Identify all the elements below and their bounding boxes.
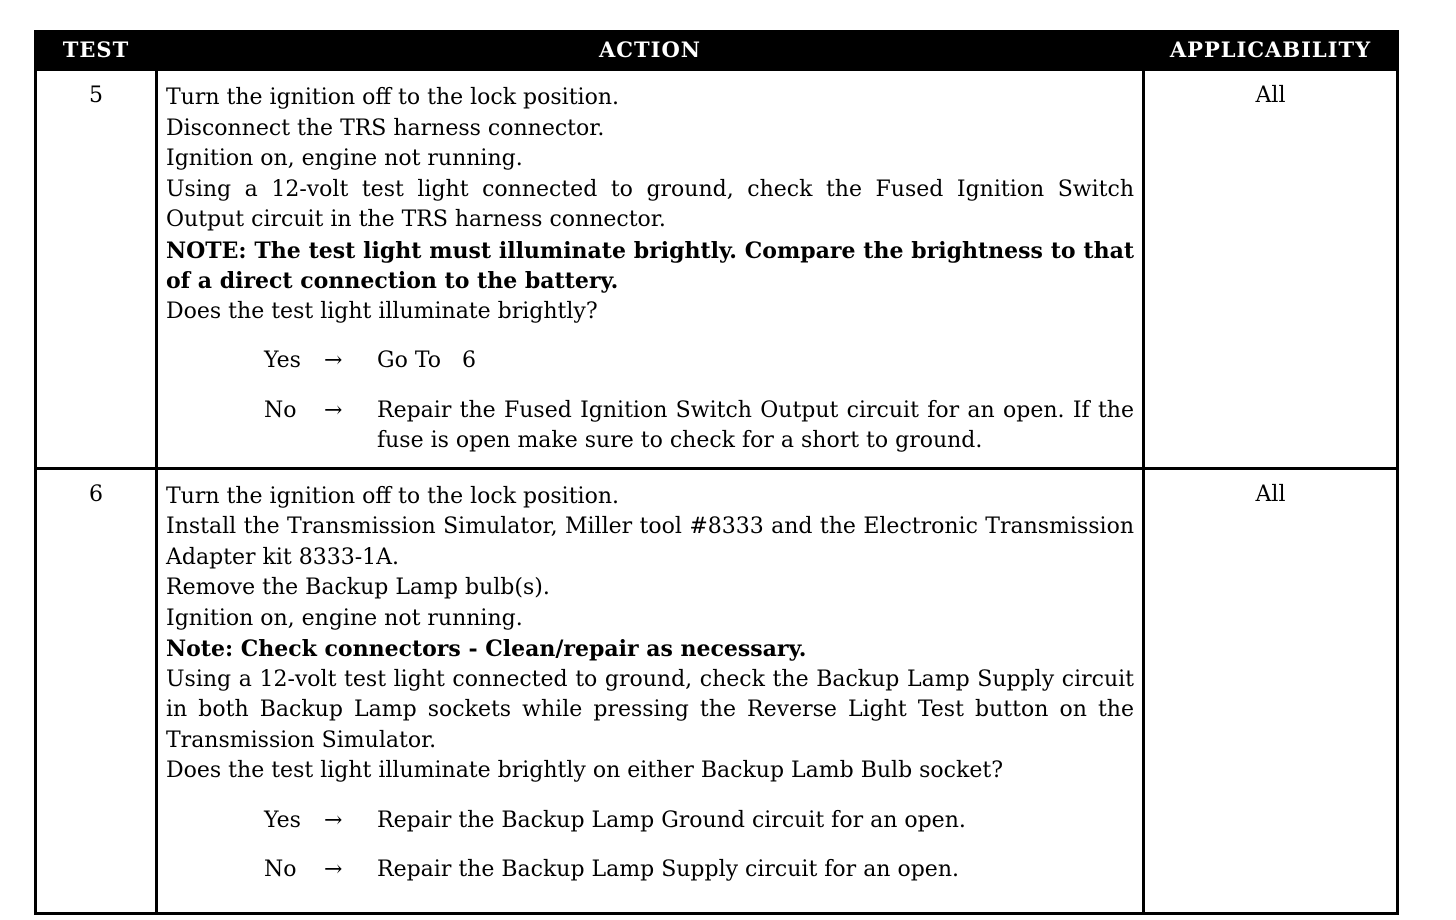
table-row — [36, 468, 1398, 913]
action-note: Note: Check connectors - Clean/repair as necessary. — [166, 636, 807, 662]
arrow-right-icon: → — [324, 397, 343, 423]
action-step: Ignition on, engine not running. — [166, 146, 523, 171]
no-result: Repair the Backup Lamp Supply circuit for an open. — [377, 857, 959, 882]
answer-choices — [166, 346, 1134, 457]
answer-choices — [166, 806, 1134, 886]
table-row — [36, 70, 1398, 469]
action-step: Remove the Backup Lamp bulb(s). — [166, 575, 550, 600]
applicability-cell: All — [1144, 70, 1398, 469]
header-test: TEST — [36, 30, 157, 70]
action-question: Does the test light illuminate brightly? — [166, 298, 598, 324]
action-step: Ignition on, engine not running. — [166, 605, 523, 631]
no-label: No — [264, 857, 297, 882]
test-number: 6 — [36, 468, 157, 913]
no-choice — [264, 396, 1134, 457]
header-applicability: APPLICABILITY — [1144, 30, 1398, 70]
yes-choice — [264, 806, 1134, 837]
action-step: Turn the ignition off to the lock position. — [166, 85, 619, 110]
action-question: Does the test light illuminate brightly on either Backup Lamb Bulb socket? — [166, 758, 1003, 783]
action-step: Using a 12-volt test light connected to ground, check the Fused Ignition Switch Output circuit in the TRS harness connector. — [166, 176, 1134, 232]
yes-choice — [264, 346, 1134, 377]
action-note: NOTE: The test light must illuminate brightly. Compare the brightness to that of a direct connection to the battery. — [166, 237, 1134, 294]
header-action: ACTION — [157, 30, 1144, 70]
yes-label: Yes — [264, 807, 301, 833]
action-step: Using a 12-volt test light connected to ground, check the Backup Lamp Supply circuit in both Backup Lamp sockets while pressing the Reverse Light Test button on the Transmission Simulator. — [166, 666, 1134, 753]
yes-result: Go To 6 — [377, 348, 476, 373]
header-row — [36, 30, 1398, 70]
action-cell — [157, 70, 1144, 469]
action-step: Disconnect the TRS harness connector. — [166, 115, 605, 141]
arrow-right-icon: → — [324, 807, 343, 833]
applicability-cell: All — [1144, 468, 1398, 913]
arrow-right-icon: → — [324, 348, 343, 373]
action-cell — [157, 468, 1144, 913]
test-number: 5 — [36, 70, 157, 469]
no-choice — [264, 855, 1134, 886]
diagnostic-table — [34, 30, 1399, 915]
yes-result: Repair the Backup Lamp Ground circuit for an open. — [377, 807, 966, 833]
no-result: Repair the Fused Ignition Switch Output circuit for an open. If the fuse is open make sure to check for a short to ground. — [377, 397, 1134, 453]
yes-label: Yes — [264, 348, 301, 373]
no-label: No — [264, 397, 297, 423]
action-step: Install the Transmission Simulator, Miller tool #8333 and the Electronic Transmission Adapter kit 8333-1A. — [166, 514, 1134, 570]
action-step: Turn the ignition off to the lock position. — [166, 483, 619, 509]
arrow-right-icon: → — [324, 857, 343, 882]
